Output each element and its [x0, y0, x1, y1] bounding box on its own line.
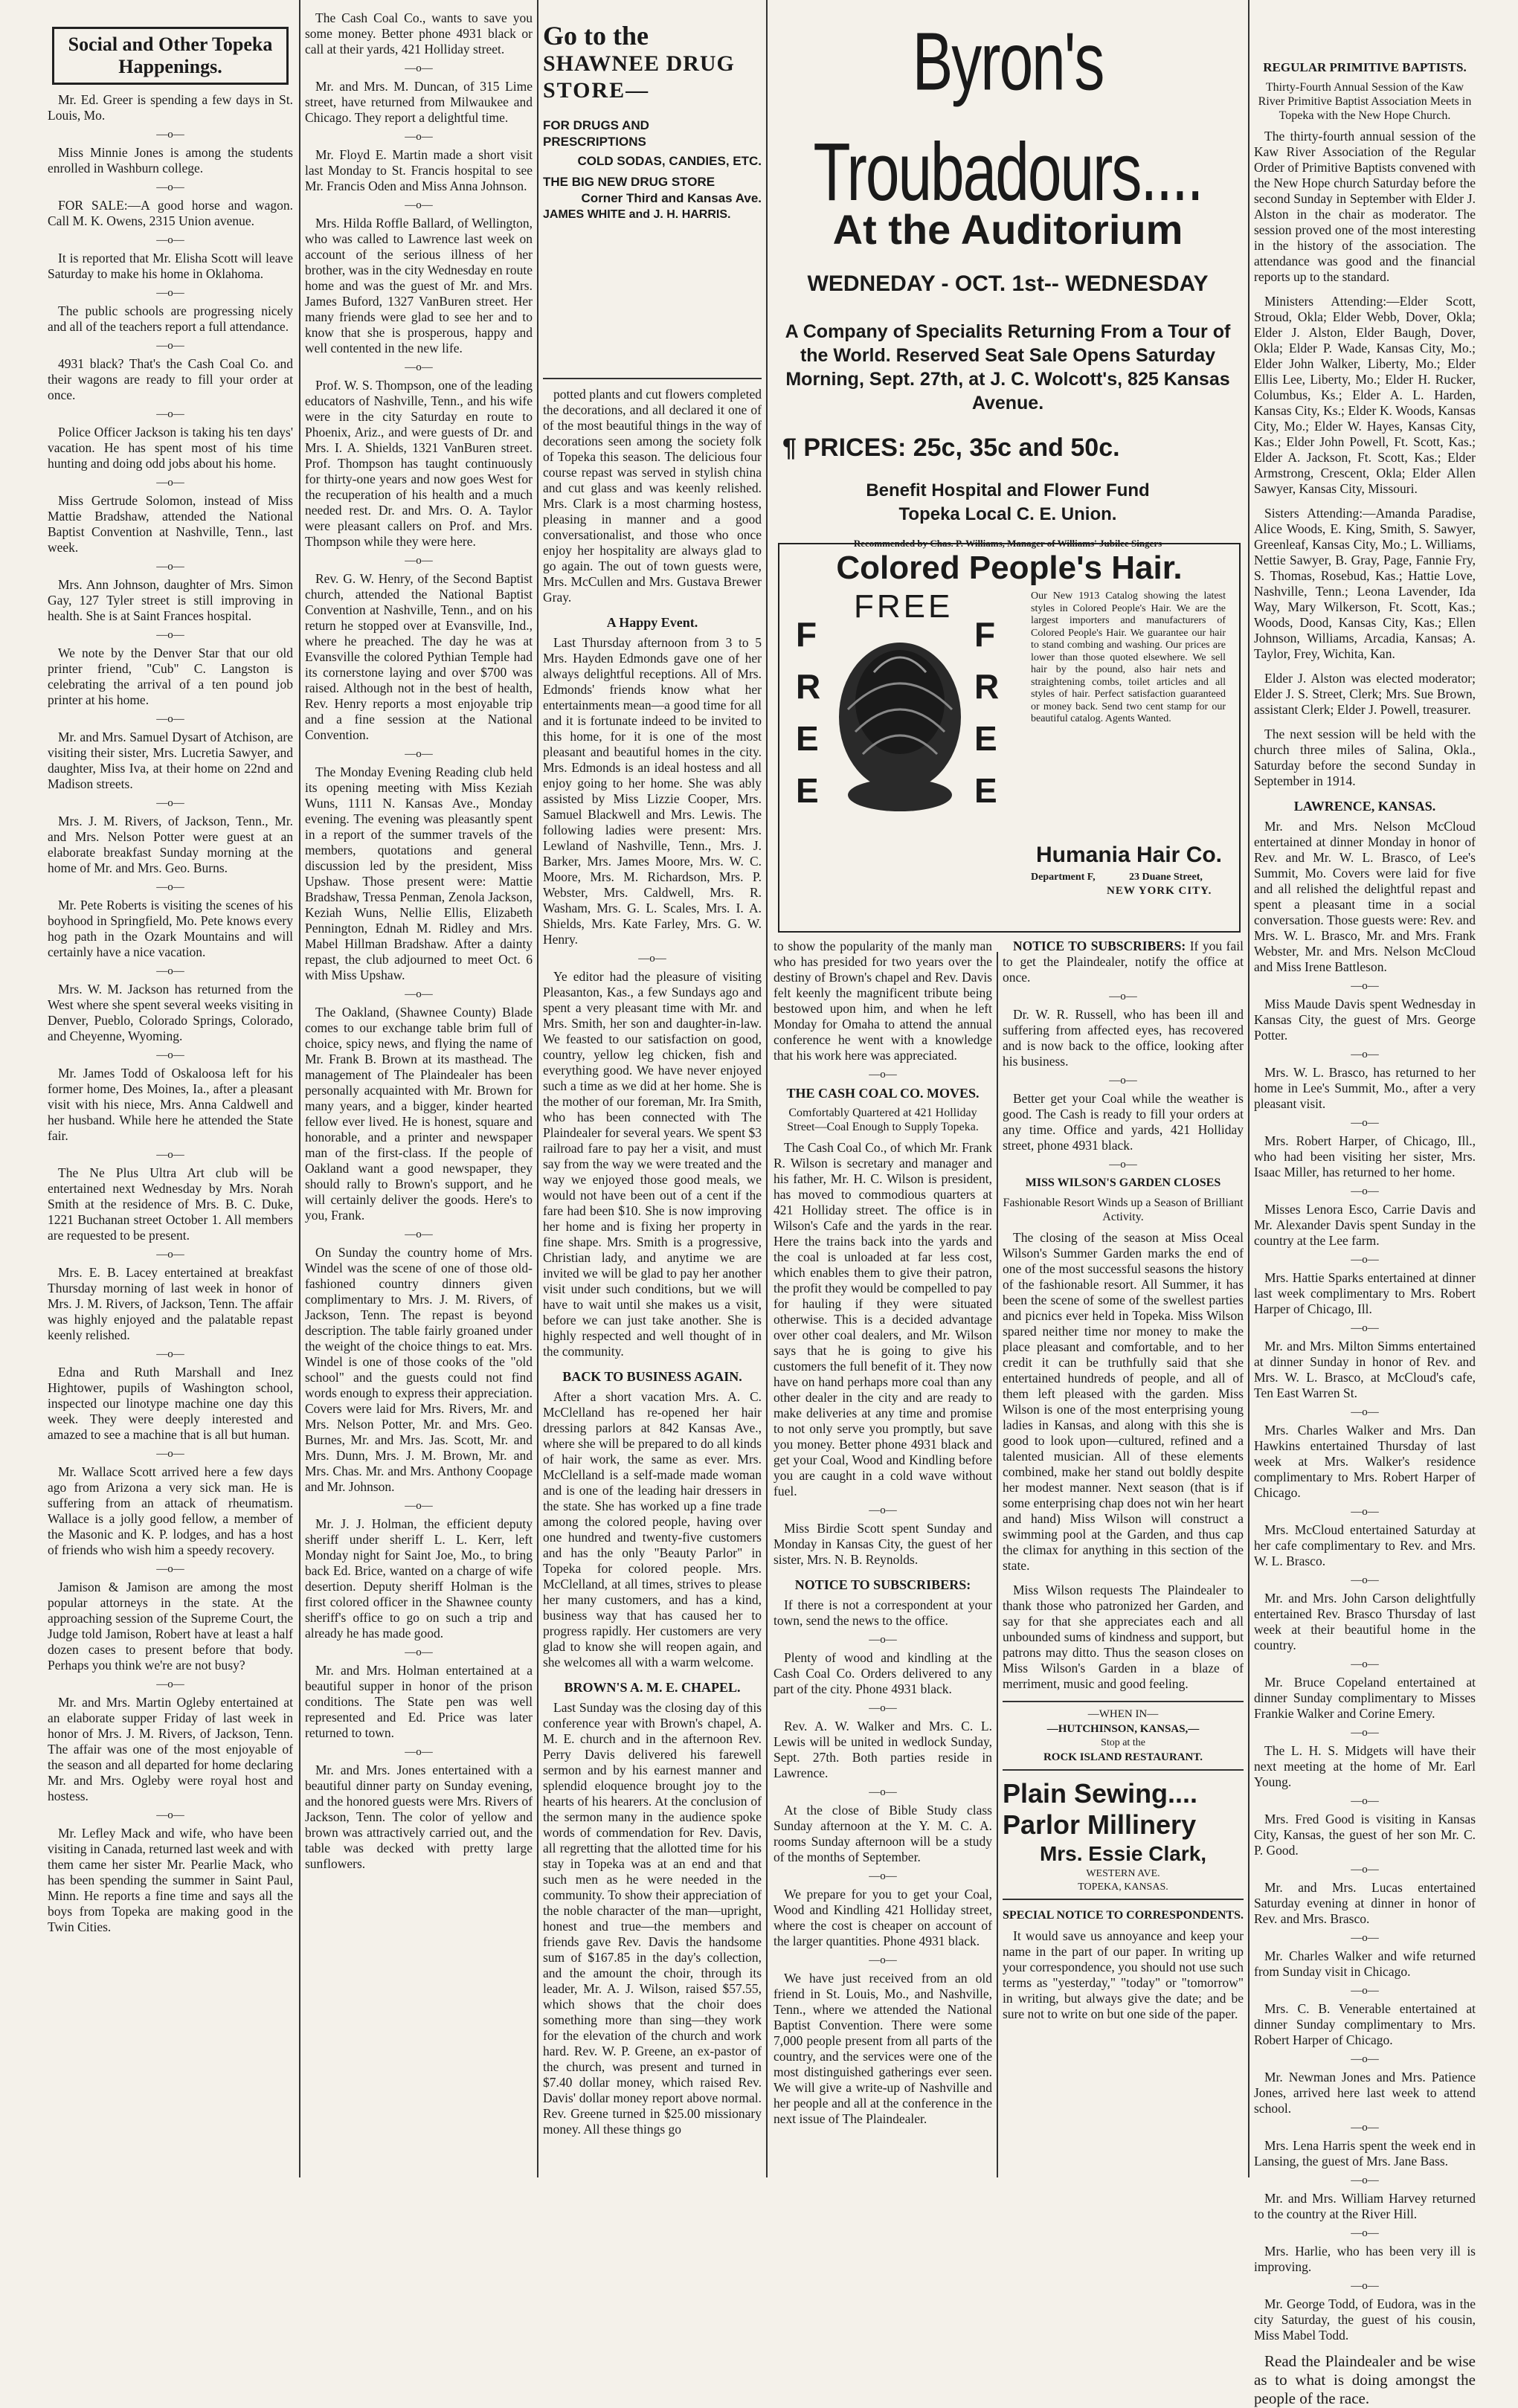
divider: —o—: [1351, 1658, 1379, 1670]
ad-title: Colored People's Hair.: [836, 550, 1183, 586]
news-item: Prof. W. S. Thompson, one of the leading educators of Nashville, Tenn., and his wife were in the city Saturday en route to Phoenix, Ariz., and were guests of Dr. and Mrs. I. A. Shields, 1321 VanBuren street. Prof. Thompson has taught continuously for thirty-one years and now goes West for the recuperation of his health and a much needed rest. Dr. and Mrs. O. A. Taylor were pleasant callers on Prof. and Mrs. Thompson while they were here.: [305, 378, 533, 549]
news-item: Miss Gertrude Solomon, instead of Miss Mattie Bradshaw, attended the National Baptist Convention at Nashville, Tenn., last week.: [48, 493, 293, 555]
news-item: Misses Lenora Esco, Carrie Davis and Mr. Alexander Davis spent Sunday in the country at the Lee farm.: [1254, 1202, 1476, 1248]
divider: —o—: [1109, 1159, 1137, 1171]
ad-line: FOR DRUGS AND PRESCRIPTIONS: [543, 118, 649, 149]
divider: —o—: [156, 965, 184, 977]
ad-line: Plain Sewing....: [1003, 1778, 1198, 1809]
article-title: BROWN'S A. M. E. CHAPEL.: [564, 1680, 741, 1695]
ad-line: STORE—: [543, 78, 650, 103]
article-body: After a short vacation Mrs. A. C. McClelland has re-opened her hair dressing parlors at 842 Kansas Ave., where she will be prepared to do all kinds of hair work, the same as ever. Mrs. McClelland is a self-made made woman and is one of the leading hair dressers in the state. She has worked up a fine trade among the colored people, having over one hundred and twenty-five customers and has the only "Beauty Parlor" in Topeka for colored people. Mrs. McClelland, at all times, strives to please her many customers, and has a kind, business way that has caused her to progress rapidly. Her customers are very glad to know she will reopen again, and she welcomes all with a warm welcome.: [543, 1389, 762, 1670]
news-item: Mr. and Mrs. William Harvey returned to the country at the River Hill.: [1254, 2191, 1476, 2221]
article-body: [1003, 939, 1244, 985]
news-item: Mrs. W. L. Brasco, has returned to her home in Lee's Summit, Mo., after a very pleasant visit.: [1254, 1065, 1476, 1111]
news-item: Mrs. Robert Harper, of Chicago, Ill., who had been visiting her sister, Mrs. Isaac Miller, has returned to her home.: [1254, 1133, 1476, 1179]
news-item: Jamison & Jamison are among the most popular attorneys in the state. At the approaching session of the Supreme Court, the Judge told Jamison, Robert have at least a half dozen cases to present before that body. Perhaps you think we're are not busy?: [48, 1580, 293, 1673]
article-body: Miss Birdie Scott spent Sunday and Monday in Kansas City, the guest of her sister, Mrs. N. B. Reynolds.: [774, 1521, 992, 1567]
divider: —o—: [1351, 1727, 1379, 1739]
news-item: Mrs. Hilda Roffle Ballard, of Wellington, who was called to Lawrence last week on account of the serious illness of her brother, was in the city Wednesday en route home and was the guest of Mr. and Mrs. James Buford, 1327 VanBuren street. Her many friends were glad to see her and to know that she is prosperous, happy and well contented in the new life.: [305, 216, 533, 355]
divider: —o—: [405, 1500, 433, 1512]
divider: —o—: [156, 477, 184, 489]
divider: —o—: [1351, 2174, 1379, 2186]
hair-bun-illustration: [833, 628, 967, 814]
news-item: Mr. and Mrs. Lucas entertained Saturday evening at dinner in honor of Rev. and Mrs. Brasco.: [1254, 1880, 1476, 1926]
divider: —o—: [156, 1809, 184, 1821]
ad-city: NEW YORK CITY.: [1107, 885, 1212, 897]
column-rule: [537, 0, 538, 2177]
article-subtitle: Thirty-Fourth Annual Session of the Kaw River Primitive Baptist Association Meets in Topeka with the New Hope Church.: [1258, 81, 1472, 122]
news-item: Mr. Bruce Copeland entertained at dinner Sunday complimentary to Misses Frankie Walker and Corine Emery.: [1254, 1675, 1476, 1721]
ad-benefit: Benefit Hospital and Flower Fund: [866, 480, 1150, 500]
ad-title: Byron's Troubadours....: [813, 16, 1203, 219]
divider: —o—: [1351, 1117, 1379, 1129]
divider: —o—: [869, 1504, 897, 1516]
article-body: Elder J. Alston was elected moderator; Elder J. S. Street, Clerk; Mrs. Sue Brown, assistant Clerk; Elder J. Powell, treasurer.: [1254, 671, 1476, 717]
divider: —o—: [156, 1678, 184, 1690]
news-item: The Ne Plus Ultra Art club will be entertained next Wednesday by Mrs. Norah Smith at the residence of Mrs. B. C. Duke, 1221 Buchanan street October 1. All members are requested to be present.: [48, 1165, 293, 1243]
article-subtitle: Fashionable Resort Winds up a Season of Brilliant Activity.: [1003, 1197, 1244, 1223]
closing-note: Read the Plaindealer and be wise as to what is doing amongst the people of the race.: [1254, 2352, 1476, 2407]
free-letter: E: [974, 719, 997, 758]
divider: —o—: [1351, 1506, 1379, 1518]
news-item: Mrs. Ann Johnson, daughter of Mrs. Simon Gay, 127 Tyler street is still improving in health. She is at Saint Frances hospital.: [48, 577, 293, 623]
divider: —o—: [405, 62, 433, 74]
divider: —o—: [1351, 2053, 1379, 2065]
news-item: Edna and Ruth Marshall and Inez Hightower, pupils of Washington school, inspected our linotype machine one day this week. They were deeply interested and amazed to see a machine that is all but human.: [48, 1365, 293, 1442]
ad-line: Go to the: [543, 21, 649, 51]
article-body: Ye editor had the pleasure of visiting Pleasanton, Kas., a few Sundays ago and spent a very pleasant time with Mr. and Mrs. Smith, her son and daughter-in-law. We feasted to our satisfaction on good, country, yellow leg chicken, fish and everything good. We have never enjoyed such a time as we did at her home. She is the mother of our foreman, Mr. Ira Smith, who has been connected with The Plaindealer for several years. We spent $3 railroad fare to pay her a visit, and must say from the way we were treated and the way we enjoyed those good meals, we would not have been out of a cent if the fare had been $10. She is now improving her home and is fixing her property in fine shape. Mrs. Smith is a progressive, Christian lady, and anytime we are invited we will be glad to pay her another visit under such conditions, but we will have to wait until she makes us a visit, before we can just take another. She is highly respected and well thought of in the community.: [543, 969, 762, 1359]
news-item: Mr. and Mrs. Nelson McCloud entertained at dinner Monday in honor of Rev. and Mr. W. L. Brasco, of Lee's Summit, Mo. Covers were laid for five and all relished the delightful repast and spent a pleasant time in a social conversation. Those guests were: Rev. and Mrs. W. L. Brasco, Mr. and Mrs. Frank Webster, Mr. and Mrs. Nelson McCloud and Miss Irene Battleson.: [1254, 819, 1476, 974]
notice-text: If you fail to get the Plaindealer, notify the office at once.: [1003, 939, 1244, 985]
article-body: It would save us annoyance and keep your name in the part of our paper. In writing up your correspondence, you should not use such terms as "yesterday," "today" or "tomorrow" in writing, but always give the date; and be sure not to write on but one side of the paper.: [1003, 1928, 1244, 2021]
news-item: Mrs. Fred Good is visiting in Kansas City, Kansas, the guest of her son Mr. C. P. Good.: [1254, 1812, 1476, 1858]
news-item: Mr. Floyd E. Martin made a short visit last Monday to St. Francis hospital to see Mr. Francis Oden and Miss Anna Johnson.: [305, 147, 533, 193]
article-body: We prepare for you to get your Coal, Wood and Kindling 421 Holliday street, where the cost is cheaper on account of the larger quantities. Phone 4931 black.: [774, 1887, 992, 1948]
ad-address: Department F,: [1031, 872, 1096, 883]
news-item: Mr. Wallace Scott arrived here a few days ago from Arizona a very sick man. He is suffering from an attack of rheumatism. Wallace is a jolly good fellow, a member of the Masonic and K. P. lodges, and has a host of friends who wish him a speedy recovery.: [48, 1464, 293, 1557]
divider: —o—: [1109, 1075, 1137, 1087]
divider: —o—: [1109, 991, 1137, 1002]
divider: —o—: [1351, 1322, 1379, 1334]
free-letter: E: [974, 771, 997, 810]
news-item: Mr. George Todd, of Eudora, was in the city Saturday, the guest of his cousin, Miss Mabel Todd.: [1254, 2296, 1476, 2343]
article-body: At the close of Bible Study class Sunday afternoon at the Y. M. C. A. rooms Sunday afternoon will be a study of the months of September.: [774, 1803, 992, 1864]
news-item: Mr. Ed. Greer is spending a few days in St. Louis, Mo.: [48, 92, 293, 123]
news-item: The Monday Evening Reading club held its opening meeting with Miss Keziah Wuns, 1111 N. Kansas Ave., Monday evening. The evening was pleasantly spent in a report of the summer travels of the members, quotations and general discussion led by the president, Miss Upshaw. Those present were: Mattie Bradshaw, Tressa Penman, Zenola Jackson, Keziah Wuns, Nellie Ellis, Elizabeth Pennington, Ednah M. Ridley and Mrs. Mabel Hillman Bradshaw. After a dainty repast, the club adjourned to meet Oct. 6 with Miss Upshaw.: [305, 764, 533, 982]
divider: —o—: [1351, 1406, 1379, 1418]
divider: —o—: [1351, 1574, 1379, 1586]
news-item: Mrs. Hattie Sparks entertained at dinner last week complimentary to Mrs. Robert Harper of Chicago, Ill.: [1254, 1270, 1476, 1316]
ad-description: A Company of Specialits Returning From a Tour of the World. Reserved Seat Sale Opens Saturday Morning, Sept. 27th, at J. C. Wolcott's, 825 Kansas Avenue.: [785, 321, 1231, 413]
news-item: Mr. and Mrs. Samuel Dysart of Atchison, are visiting their sister, Mrs. Lucretia Sawyer, and daughter, Miss Iva, at their home on 22nd and Madison streets.: [48, 730, 293, 791]
news-item: Rev. G. W. Henry, of the Second Baptist church, attended the National Baptist Convention at Nashville, Tenn., and on his return he stopped over at Evansville, Ind., where he preached. The day he was at Evansville the colored Pythian Temple had its cornerstone laying and over $700 was raised. Although not in the best of health, Rev. Henry reports a most enjoyable trip and a fine session at the National Convention.: [305, 571, 533, 742]
news-items: [48, 92, 293, 1935]
free-letter: R: [974, 667, 1000, 706]
divider: —o—: [869, 1634, 897, 1646]
article-title: A Happy Event.: [606, 615, 698, 630]
divider: —o—: [405, 555, 433, 567]
restaurant-ad: [1003, 1701, 1244, 1771]
article-body: The Cash Coal Co., of which Mr. Frank R. Wilson is secretary and manager and his father, Mr. H. C. Wilson is president, has moved to commodious quarters at 421 Holliday street. The office is in Wilson's Cafe and the yards in the rear. Here the trains back into the yards and the coal is unloaded at far less cost, which enables them to give their patron, the profit they would be compelled to pay for hauling if they were situated otherwise. This is a decided advantage over other coal dealers, and Mr. Wilson says that he is going to give his customers the full benefit of it. They now have on hand perhaps more coal than any other dealer in the city and are ready to make deliveries at any time and promise to not only serve you promptly, but save you money. Better phone 4931 black and get your Coal, Wood and Kindling before you are caught in a cold wave without fuel.: [774, 1140, 992, 1498]
ad-venue: At the Auditorium: [832, 206, 1183, 253]
ad-line: WESTERN AVE.: [1086, 1868, 1160, 1879]
divider: —o—: [156, 181, 184, 193]
ad-line: SHAWNEE DRUG: [543, 51, 735, 76]
ad-line: Mrs. Essie Clark,: [1039, 1842, 1207, 1865]
divider: —o—: [156, 561, 184, 573]
news-item: Mrs. E. B. Lacey entertained at breakfast Thursday morning of last week in honor of Mrs. J. M. Rivers, of Jackson, Tenn. The affair was highly enjoyed and the palatable repast keenly relished.: [48, 1265, 293, 1342]
ad-line: Stop at the: [1101, 1737, 1145, 1748]
divider: —o—: [156, 713, 184, 725]
news-items: [543, 387, 762, 605]
news-item: The Cash Coal Co., wants to save you some money. Better phone 4931 black or call at their yards, 421 Holliday street.: [305, 10, 533, 57]
column-6: [1254, 0, 1476, 2407]
divider: —o—: [156, 1448, 184, 1460]
ad-line: ROCK ISLAND RESTAURANT.: [1043, 1751, 1203, 1763]
news-item: Mr. Lefley Mack and wife, who have been visiting in Canada, returned last week and with them came her sister Mr. Pearlie Mack, who has been spending the summer in Saint Paul, Minn. He reports a fine time and says all the boys from Topeka are making good in the Twin Cities.: [48, 1826, 293, 1934]
ad-line: —WHEN IN—: [1087, 1708, 1159, 1720]
article-body: Last Thursday afternoon from 3 to 5 Mrs. Hayden Edmonds gave one of her always delightful receptions. All of Mrs. Edmonds' friends know what her entertainments mean—a good time for all and it is fortunate indeed to be invited to this home, for it is one of the most pleasant and beautiful homes in the city. Mrs. Edmonds is an ideal hostess and all enjoy going to her home. She was ably assisted by Miss Lizzie Cooper, Mrs. Samuel Blackwell and Mrs. Lewis. The following ladies were present: Mrs. Lewland of Nashville, Tenn., Mrs. J. Barker, Mrs. James Moore, Mrs. W. C. Moore, Mrs. M. Richardson, Mrs. P. Webster, Mrs. Caldwell, Mrs. R. Washam, Mrs. G. L. Scales, Mrs. I. A. Shields, Mrs. Kate Farley, Mrs. G. W. Henry.: [543, 635, 762, 947]
news-item: It is reported that Mr. Elisha Scott will leave Saturday to make his home in Oklahoma.: [48, 251, 293, 281]
news-item: Miss Maude Davis spent Wednesday in Kansas City, the guest of Mrs. George Potter.: [1254, 997, 1476, 1043]
divider: —o—: [1351, 2122, 1379, 2134]
ad-prices-text: PRICES: 25c, 35c and 50c.: [803, 434, 1120, 462]
ad-recommendation: Recommended by Chas. P. Williams, Manager of Williams' Jubilee Singers: [853, 538, 1162, 549]
news-item: Mr. and Mrs. Jones entertained with a beautiful dinner party on Sunday evening, and the honored guests were Mrs. Rivers of Jackson, Tenn. The color of yellow and brown was attractively carried out, and the table was decked with pretty large sunflowers.: [305, 1762, 533, 1871]
ad-line: COLD SODAS, CANDIES, ETC.: [577, 154, 762, 168]
article-body: Better get your Coal while the weather is good. The Cash is ready to fill your orders at any time. Office and yards, 421 Holliday street, phone 4931 black.: [1003, 1091, 1244, 1153]
section-heading: Social and Other Topeka Happenings.: [52, 27, 289, 85]
news-item: The Oakland, (Shawnee County) Blade comes to our exchange table brim full of choice, spicy news, and flying the name of Mr. Frank B. Brown at its masthead. The management of The Plaindealer has been personally acquainted with Mr. Brown for many years, and a bigger, kinder hearted fellow ever lived. He is honest, square and honorable, and a printer and newspaper man of the first-class. If the people of Oakland want a good newspaper, they should rally to Brown's support, and he will certainly deliver the goods. Here's to you, Frank.: [305, 1005, 533, 1223]
divider: —o—: [156, 1563, 184, 1575]
column-3: [543, 387, 762, 2177]
news-item: Mr. James Todd of Oskaloosa left for his former home, Des Moines, Ia., after a pleasant visit with his niece, Mrs. Anna Caldwell and her husband. While here he attended the State fair.: [48, 1066, 293, 1143]
article-body: Dr. W. R. Russell, who has been ill and suffering from affected eyes, has recovered and is now back to the office, looking after his business.: [1003, 1007, 1244, 1069]
news-item: The public schools are progressing nicely and all of the teachers report a full attendance.: [48, 303, 293, 334]
news-items: [305, 0, 533, 1872]
divider: —o—: [405, 1646, 433, 1658]
column-rule: [766, 0, 768, 2177]
divider: —o—: [1351, 1864, 1379, 1876]
divider: —o—: [156, 408, 184, 420]
news-item: Mrs. J. M. Rivers, of Jackson, Tenn., Mr. and Mrs. Nelson Potter were guest at an elaborate breakfast Sunday morning at the home of Mr. and Mrs. Geo. Burns.: [48, 814, 293, 875]
divider: —o—: [869, 1702, 897, 1714]
ad-line: Corner Third and Kansas Ave.: [581, 191, 762, 205]
millinery-ad: [1003, 1778, 1244, 1900]
free-letter: F: [974, 615, 996, 654]
article-title: LAWRENCE, KANSAS.: [1293, 799, 1436, 814]
article-body: Rev. A. W. Walker and Mrs. C. L. Lewis will be united in wedlock Sunday, Sept. 27th. Both parties reside in Lawrence.: [774, 1719, 992, 1780]
article-body: We have just received from an old friend in St. Louis, Mo., and Nashville, Tenn., where we attended the National Baptist Convention. There were some 7,000 people present from all parts of the country, and the services were one of the most distinguished gatherings ever seen. We will give a write-up of Nashville and her people and all at the conference in the next issue of The Plaindealer.: [774, 1971, 992, 2126]
divider: —o—: [869, 1870, 897, 1882]
column-1: [48, 0, 293, 2177]
article-title: SPECIAL NOTICE TO CORRESPONDENTS.: [1003, 1909, 1244, 1922]
column-4: [774, 939, 992, 2177]
free-letter: E: [796, 771, 819, 810]
news-item: Miss Minnie Jones is among the students enrolled in Washburn college.: [48, 145, 293, 176]
divider: —o—: [156, 129, 184, 141]
article-body: Sisters Attending:—Amanda Paradise, Alice Woods, E. King, Smith, S. Sawyer, Greenleaf, Kansas City, Mo.; L. Williams, Nettie Sawyer, B. Gray, Page, Fannie Fry, S. Thomas, Rosebud, Kas.; Hattie Love, Nashville, Tenn.; Leona Lavender, Ida Way, Mary Wilkerson, Ft. Scott, Kas.; Woods, Dood, Kansas City, Kas.; Ellen Johnson, Williams, Arcadia, Kansas; A. Taylor, Frey, Wichita, Kan.: [1254, 506, 1476, 661]
ad-line: Parlor Millinery: [1003, 1809, 1197, 1840]
news-item: Mr. Pete Roberts is visiting the scenes of his boyhood in Springfield, Mo. Pete knows every hog path in the Ozark Mountains and will certainly have a nice vacation.: [48, 898, 293, 959]
divider: —o—: [405, 361, 433, 373]
divider: —o—: [405, 748, 433, 760]
divider: —o—: [156, 1348, 184, 1360]
article-body: The next session will be held with the church three miles of Salina, Okla., Saturday before the second Sunday in September in 1914.: [1254, 727, 1476, 788]
news-item: Mr. J. J. Holman, the efficient deputy sheriff under sheriff L. L. Kerr, left Monday night for Saint Joe, Mo., to bring back Ed. Brice, wanted on a charge of wife desertion. Deputy sheriff Holman is the first colored officer in the Shawnee county sheriff's office to go on such a trip and already he has made good.: [305, 1516, 533, 1641]
divider: —o—: [156, 1249, 184, 1261]
free-letter: F: [796, 615, 817, 654]
news-item: Police Officer Jackson is taking his ten days' vacation. He has spent most of his time hunting and doing odd jobs about his home.: [48, 425, 293, 471]
article-subtitle: Comfortably Quartered at 421 Holliday Street—Coal Enough to Supply Topeka.: [787, 1107, 979, 1133]
free-letter: R: [796, 667, 821, 706]
ad-prices: [782, 431, 1242, 464]
news-item: Mrs. W. M. Jackson has returned from the West where she spent several weeks visiting in Denver, Pueblo, Colorado Springs, Colorado, and Cheyenne, Wyoming.: [48, 982, 293, 1043]
news-item: Mr. and Mrs. M. Duncan, of 315 Lime street, have returned from Milwaukee and Chicago. They report a delightful time.: [305, 79, 533, 125]
ad-line: JAMES WHITE and J. H. HARRIS.: [543, 208, 731, 221]
news-item: Mrs. Harlie, who has been very ill is improving.: [1254, 2244, 1476, 2274]
news-item: Mr. Newman Jones and Mrs. Patience Jones, arrived here last week to attend school.: [1254, 2070, 1476, 2116]
article-title: MISS WILSON'S GARDEN CLOSES: [1025, 1176, 1221, 1189]
divider: —o—: [869, 1069, 897, 1081]
free-letter: E: [796, 719, 819, 758]
column-5: [1003, 939, 1244, 2177]
article-body: The closing of the season at Miss Oceal Wilson's Summer Garden marks the end of one of the most successful seasons the history of the fashionable resort. All Summer, it has been the scene of some of the swellest parties and picnics ever held in Topeka. Miss Wilson spared neither time nor money to make the place pleasant and comfortable, and to her credit it can be truthfully said that she entertained hundreds of people, and all of them left pleased with the garden. Miss Wilson is one of the most enterprising young ladies in Kansas, and along with this she is good to look upon—cultured, refined and a talented musician. All of these elements combined, make her stand out boldly despite her modest manner. Next season (that is if some enterprising chap does not win her heart and hand) Miss Wilson will construct a swimming pool at the Garden, and thus cap the climax for anything in this section of the state.: [1003, 1230, 1244, 1573]
divider: —o—: [1351, 2280, 1379, 2292]
news-item: The L. H. S. Midgets will have their next meeting at the home of Mr. Earl Young.: [1254, 1743, 1476, 1789]
news-item: Mrs. Lena Harris spent the week end in Lansing, the guest of Mrs. Jane Bass.: [1254, 2138, 1476, 2169]
ad-free: FREE: [854, 588, 953, 625]
article-body: Last Sunday was the closing day of this conference year with Brown's chapel, A. M. E. church and in the afternoon Rev. Perry Davis delivered his farewell sermon and by his earnest manner and splendid eloquence brought joy to the hearts of his hearers. At the conclusion of the sermon many in the audience spoke words of commendation for Rev. Davis, all regretting that the allotted time for his stay in Topeka was at an end and that such men as he were needed in the community. To show their appreciation of the noble character of the man—upright, honest and true—the members and friends gave Rev. Davis the handsome sum of $167.85 in the day's collection, and the amount the choir, through its leader, Mr. A. J. Wilson, raised $57.55, which shows that the choir does something more than sing—they work for the elevation of the church and work hard. Rev. W. P. Greene, an ex-pastor of the church, was present and turned in $7.40 dollar money, which raised Rev. Davis' dollar money report above normal. Rev. Greene turned in $25.00 missionary money. All these things go: [543, 1700, 762, 2137]
column-2: [305, 0, 533, 2177]
divider: —o—: [156, 340, 184, 352]
drug-store-ad: [543, 6, 762, 379]
ad-benefit: Topeka Local C. E. Union.: [898, 504, 1117, 524]
divider: —o—: [405, 1746, 433, 1758]
divider: —o—: [869, 1786, 897, 1798]
ad-date: WEDNEDAY - OCT. 1st-- WEDNESDAY: [807, 271, 1209, 296]
news-item: Mr. and Mrs. Martin Ogleby entertained at an elaborate supper Friday of last week in honor of Mrs. J. M. Rivers, of Jackson, Tenn. The affair was one of the most enjoyable of the season and all departed for home declaring Mr. and Mrs. Ogleby were royal host and hostess.: [48, 1695, 293, 1803]
article-title: BACK TO BUSINESS AGAIN.: [562, 1369, 742, 1384]
news-item: Mr. and Mrs. Holman entertained at a beautiful supper in honor of the prison conditions. The State pen was well represented and Ed. Price was later returned to town.: [305, 1663, 533, 1740]
news-item: We note by the Denver Star that our old printer friend, "Cub" C. Langston is celebrating the arrival of a ten pound job printer at his home.: [48, 646, 293, 707]
divider: —o—: [1351, 1185, 1379, 1197]
divider: —o—: [156, 1049, 184, 1061]
divider: —o—: [405, 199, 433, 211]
news-item: 4931 black? That's the Cash Coal Co. and their wagons are ready to fill your order at once.: [48, 356, 293, 402]
ad-line: —HUTCHINSON, KANSAS,—: [1046, 1723, 1200, 1735]
column-rule: [1248, 0, 1250, 2177]
divider: —o—: [156, 1149, 184, 1161]
divider: —o—: [1351, 980, 1379, 992]
news-item: FOR SALE:—A good horse and wagon. Call M. K. Owens, 2315 Union avenue.: [48, 198, 293, 228]
article-body: If there is not a correspondent at your town, send the news to the office.: [774, 1597, 992, 1628]
column-rule: [997, 952, 998, 2177]
divider: —o—: [405, 988, 433, 1000]
hair-ad: [778, 543, 1241, 933]
divider: —o—: [1351, 1049, 1379, 1060]
divider: —o—: [156, 797, 184, 809]
ad-body: Our New 1913 Catalog showing the latest styles in Colored People's Hair. We are the largest importers and manufacturers of Colored People's Hair. We guarantee our hair to stand combing and washing. Our prices are lower than those quoted elsewhere. We sell hair by the pound, also hair nets and straightening combs, toilet articles and all styles of hair. Perfect satisfaction guaranteed or money back. Send two cent stamp for our beautiful catalog. Agents Wanted.: [1031, 590, 1226, 724]
article-body: Plenty of wood and kindling at the Cash Coal Co. Orders delivered to any part of the city. Phone 4931 black.: [774, 1650, 992, 1696]
divider: —o—: [869, 1954, 897, 1966]
ad-line: THE BIG NEW DRUG STORE: [543, 175, 715, 189]
divider: —o—: [638, 953, 666, 965]
news-item: potted plants and cut flowers completed the decorations, and all declared it one of of the most beautiful things in the way of decorations seen among the society folk of Topeka this season. The delicious four course repast was served in stylish china and cut glass and was keenly relished. Mrs. Clark is a most charming hostess, pleasing in manner and a good conversationalist, and those who once enjoy her hospitality are always glad to go again. The out of town guests were, Mrs. McCullen and Mrs. Gustava Brewer Gray.: [543, 387, 762, 605]
paragraph-icon: ¶: [782, 434, 804, 462]
divider: —o—: [1351, 1795, 1379, 1807]
divider: —o—: [1351, 1254, 1379, 1266]
article-title: THE CASH COAL CO. MOVES.: [786, 1086, 980, 1101]
article-body: Ministers Attending:—Elder Scott, Stroud, Okla; Elder Webb, Dover, Okla; Elder J. Alston, Elder Baugh, Dover, Okla; Elder P. Wade, Kansas City, Mo.; Elder John Walker, Liberty, Mo.; Elder Ellis Lee, Liberty, Mo.; Elder H. Rucker, Columbus, Ks.; Elder A. L. Harden, Kansas City, Ks.; Elder K. Woods, Kansas City, Mo.; Elder W. Hayes, Kansas City, Kas.; Elder John Powell, Ft. Scott, Kas.; Elder A. Jackson, Ft. Scott, Kas.; Elder Armstrong, Crescent, Okla; Elder Allen Sawyer, Kansas City, Missouri.: [1254, 294, 1476, 496]
notice-title: NOTICE TO SUBSCRIBERS:: [1013, 939, 1186, 953]
column-rule: [299, 0, 300, 2177]
divider: —o—: [1351, 1932, 1379, 1944]
news-item: Mr. Charles Walker and wife returned from Sunday visit in Chicago.: [1254, 1948, 1476, 1979]
divider: —o—: [405, 131, 433, 143]
news-item: On Sunday the country home of Mrs. Windel was the scene of one of those old-fashioned country dinners given complimentary to Mrs. J. M. Rivers, of Jackson, Tenn. The repast is beyond description. The table fairly groaned under the weight of the choice things to eat. Mrs. Windel is one of those cooks of the "old school" and the guests could not find words enough to express their appreciation. Covers were laid for Mrs. Rivers, Mr. and Mrs. Nelson Potter, Mr. and Mrs. Geo. Burnes, Mr. and Mrs. Jas. Scott, Mr. and Mrs. Dunn, Mrs. J. M. Brown, Mr. and Mrs. Chas. Mr. and Mrs. Anthony Coopage and Mr. Johnson.: [305, 1245, 533, 1494]
divider: —o—: [405, 1229, 433, 1240]
article-body: Miss Wilson requests The Plaindealer to thank those who patronized her Garden, and say for that she appreciates each and all unbounded sums of kindness and support, but patrons may ditto. Thus the season closes on Miss Wilson's Garden in a blaze of merriment, music and good feeling.: [1003, 1583, 1244, 1691]
divider: —o—: [1351, 1985, 1379, 1997]
ad-company: Humania Hair Co.: [1035, 843, 1223, 867]
news-item: Mr. and Mrs. John Carson delightfully entertained Rev. Brasco Thursday of last week at their beautiful home in the country.: [1254, 1591, 1476, 1652]
divider: —o—: [156, 881, 184, 893]
byron-troubadours-ad: [774, 4, 1242, 549]
news-item: Mrs. McCloud entertained Saturday at her cafe complimentary to Rev. and Mrs. W. L. Brasco.: [1254, 1522, 1476, 1568]
ad-address: 23 Duane Street,: [1129, 872, 1203, 883]
news-item: Mr. and Mrs. Milton Simms entertained at dinner Sunday in honor of Rev. and Mrs. W. L. Brasco, at McCloud's cafe, Ten East Warren St.: [1254, 1339, 1476, 1400]
article-body: The thirty-fourth annual session of the Kaw River Association of the Regular Order of Primitive Baptists convened with the New Hope church Saturday before the second Sunday in September with Elder J. Alston in the chair as moderator. The session proved one of the most interesting in the history of the association. The attendance was good and the financial reports up to the standard.: [1254, 129, 1476, 284]
divider: —o—: [156, 287, 184, 299]
divider: —o—: [156, 234, 184, 246]
article-title: REGULAR PRIMITIVE BAPTISTS.: [1263, 60, 1467, 74]
article-body: to show the popularity of the manly man who has presided for two years over the destiny of Brown's chapel and Rev. Davis felt keenly the magnificent tribute being bestowed upon him, and when he left Monday for Omaha to attend the annual conference he went with a knowledge that his work here was appreciated.: [774, 939, 992, 1063]
news-item: Mrs. C. B. Venerable entertained at dinner Sunday complimentary to Mrs. Robert Harper of Chicago.: [1254, 2001, 1476, 2047]
news-items: [1254, 819, 1476, 2343]
divider: —o—: [156, 629, 184, 641]
article-title: NOTICE TO SUBSCRIBERS:: [794, 1577, 971, 1592]
ad-line: TOPEKA, KANSAS.: [1078, 1881, 1168, 1893]
news-item: Mrs. Charles Walker and Mrs. Dan Hawkins entertained Thursday of last week at Mrs. Walker's residence complimentary to Mrs. Robert Harper of Chicago.: [1254, 1423, 1476, 1500]
divider: —o—: [1351, 2227, 1379, 2239]
